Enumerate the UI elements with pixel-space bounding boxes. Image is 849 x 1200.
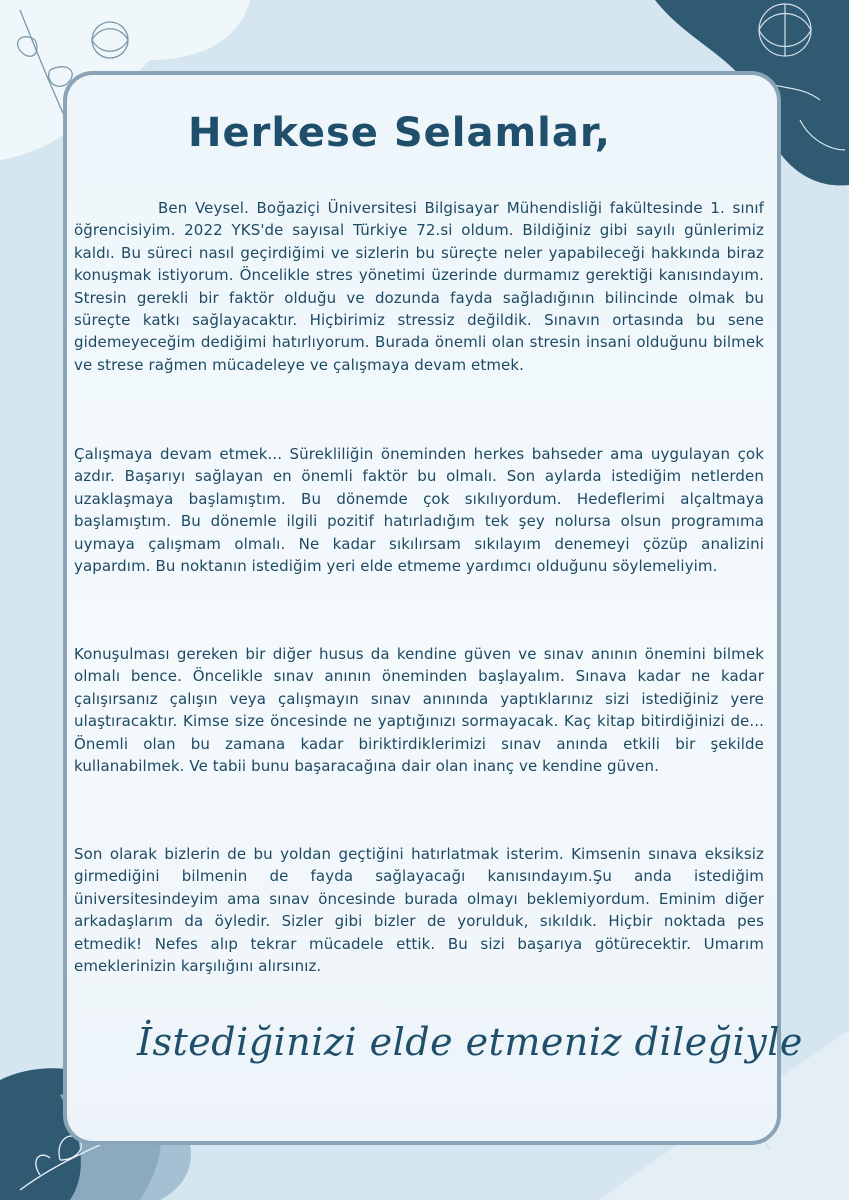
paragraph-1: Ben Veysel. Boğaziçi Üniversitesi Bilgisayar Mühendisliği fakültesinde 1. sınıf öğrencisiyim. 2022 YKS'de sayısal Türkiye 72.si oldum. Bildiğiniz gibi sayılı günlerimiz kaldı. Bu süreci nasıl geçirdiğimi ve sizlerin bu süreçte neler yapabileceği hakkında biraz konuşmak istiyorum. Öncelikle stres yönetimi üzerinde durmamız gerektiği kanısındayım. Stresin gerekli bir faktör olduğu ve dozunda fayda sağladığının bilincinde olmak bu süreçte katkı sağlayacaktır. Hiçbirimiz stressiz değildik. Sınavın ortasında bu sene gidemeyeceğim dediğimi hatırlıyorum. Burada önemli olan stresin insani olduğunu bilmek ve strese rağmen mücadeleye ve çalışmaya devam etmek. bbox=[74, 199, 764, 374]
greeting-heading: Herkese Selamlar, bbox=[188, 110, 611, 156]
paragraph-3: Konuşulması gereken bir diğer husus da kendine güven ve sınav anının önemini bilmek olmalı bence. Öncelikle sınav anının öneminden başlayalım. Sınava kadar ne kadar çalışırsanız çalışın veya çalışmayın sınav anınında yaptıklarınız sizi istediğiniz yere ulaştıracaktır. Kimse size öncesinde ne yaptığınızı sormayacak. Kaç kitap bitirdiğinizi de... Önemli olan bu zamana kadar biriktirdiklerimizi sınav anında etkili bir şekilde kullanabilmek. Ve tabii bunu başaracağına dair olan inanç ve kendine güven. bbox=[74, 645, 764, 776]
paragraph-4: Son olarak bizlerin de bu yoldan geçtiğini hatırlatmak isterim. Kimsenin sınava eksiksiz girmediğini bilmenin de fayda sağlayacağı kanısındayım.Şu anda istediğim üniversitesindeyim ama sınav öncesinde burada olmayı beklemiyordum. Eminim diğer arkadaşlarım da öyledir. Sizler gibi bizler de yorulduk, sıkıldık. Hiçbir noktada pes etmedik! Nefes alıp tekrar mücadele ettik. Bu sizi başarıya götürecektir. Umarım emeklerinizin karşılığını alırsınız. bbox=[74, 845, 764, 976]
paragraph-2: Çalışmaya devam etmek... Sürekliliğin öneminden herkes bahseder ama uygulayan çok azdır. Başarıyı sağlayan en önemli faktör bu olmalı. Son aylarda istediğim netlerden uzaklaşmaya başlamıştım. Bu dönemde çok sıkılıyordum. Hedeflerimi alçaltmaya başlamıştım. Bu dönemle ilgili pozitif hatırladığım tek şey nolursa olsun programıma uymaya çalışmam olmalı. Ne kadar sıkılırsam sıkılayım denemeyi çözüp analizini yapardım. Bu noktanın istediğim yeri elde etmeme yardımcı olduğunu söylemeliyim. bbox=[74, 445, 764, 576]
closing-line: İstediğinizi elde etmeniz dileğiyle bbox=[137, 1020, 803, 1064]
